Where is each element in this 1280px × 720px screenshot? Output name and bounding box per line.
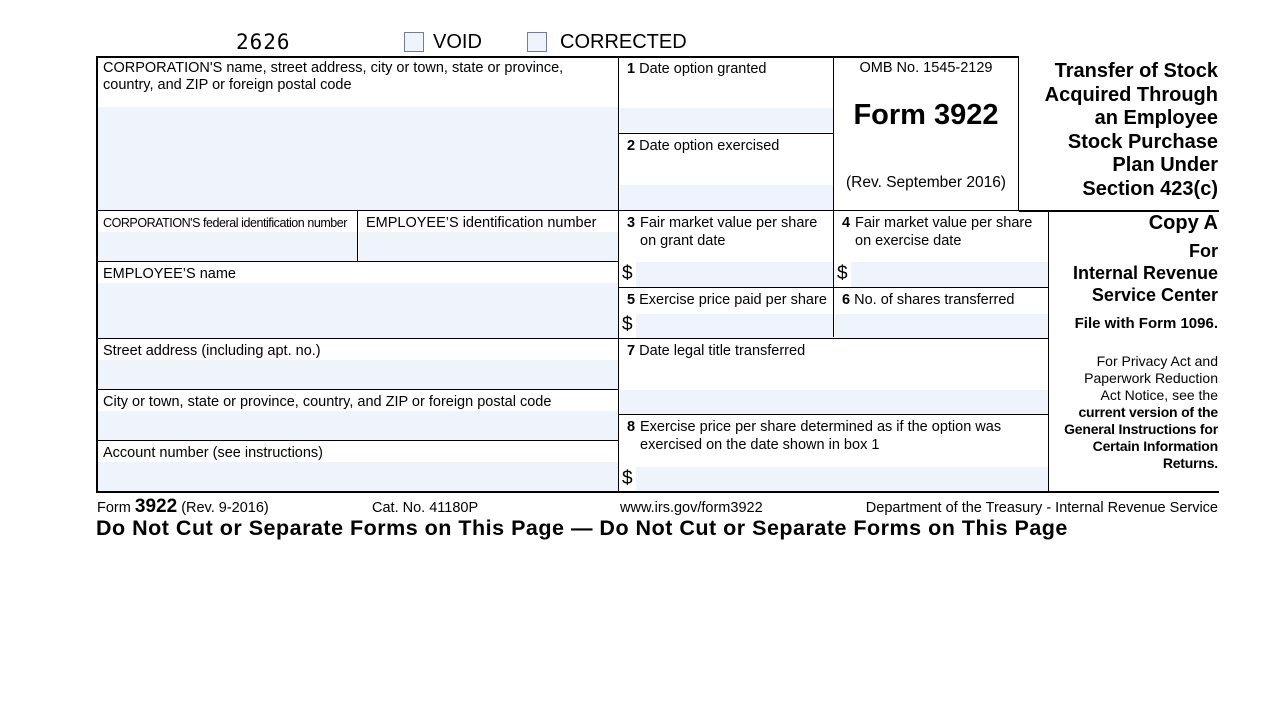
corp-name-label: CORPORATION'S name, street address, city or town, state or province, country, and ZIP or foreign postal code: [103, 60, 564, 93]
corrected-checkbox[interactable]: [527, 32, 547, 52]
box6-label: [842, 291, 1015, 309]
box7-input[interactable]: [620, 390, 1048, 414]
box5-label: [627, 291, 827, 309]
box6-number: 6: [842, 292, 851, 308]
box2-input[interactable]: [620, 185, 833, 210]
box3-number: 3: [627, 215, 636, 231]
box8-input[interactable]: [636, 467, 1048, 491]
omb-number: OMB No. 1545-2129: [859, 60, 993, 76]
box5-input[interactable]: [636, 314, 833, 338]
box4-dollar: $: [837, 263, 848, 284]
title-line: Section 423(c): [1082, 177, 1218, 200]
box7-label: [627, 342, 805, 360]
void-checkbox[interactable]: [404, 32, 424, 52]
street-label: Street address (including apt. no.): [103, 343, 321, 359]
for-line: For: [1189, 241, 1218, 261]
box8-text: Exercise price per share determined as if the option was exercised on the date shown in box 1: [640, 419, 1002, 453]
box3-text: Fair market value per share on grant date: [640, 215, 818, 249]
title-line: Stock Purchase: [1067, 130, 1218, 153]
void-label: VOID: [433, 31, 482, 53]
copy-a-label: Copy A: [1148, 212, 1218, 234]
privacy-line: For Privacy Act and: [1096, 353, 1218, 369]
privacy-line: Paperwork Reduction: [1084, 370, 1218, 386]
corp-fein-input[interactable]: [98, 232, 357, 261]
title-line: Acquired Through: [1044, 83, 1218, 106]
do-not-cut-banner: Do Not Cut or Separate Forms on This Page — Do Not Cut or Separate Forms on This Page: [96, 516, 1068, 540]
corp-fein-label: CORPORATION'S federal identification number: [103, 216, 348, 230]
account-label: Account number (see instructions): [103, 445, 324, 461]
catalog-number: Cat. No. 41180P: [372, 500, 479, 516]
footer-revision: (Rev. 9-2016): [181, 500, 269, 516]
employee-name-input[interactable]: [98, 283, 618, 338]
street-input[interactable]: [98, 360, 618, 389]
footer-form-word: Form: [97, 500, 131, 516]
box6-text: No. of shares transferred: [854, 292, 1015, 308]
privacy-line: Act Notice, see the: [1100, 387, 1218, 403]
for-line: Internal Revenue: [1072, 263, 1218, 283]
corrected-label: CORRECTED: [560, 31, 687, 53]
box5-text: Exercise price paid per share: [639, 292, 827, 308]
privacy-bold-line[interactable]: Certain Information: [1092, 438, 1218, 454]
irs-url[interactable]: www.irs.gov/form3922: [620, 500, 763, 516]
form-revision: (Rev. September 2016): [846, 174, 1006, 191]
box1-label: [627, 60, 766, 78]
box2-number: 2: [627, 138, 636, 154]
box5-number: 5: [627, 292, 636, 308]
box8-dollar: $: [622, 468, 633, 489]
box1-input[interactable]: [620, 108, 833, 132]
employee-id-label: EMPLOYEE’S identification number: [366, 215, 597, 231]
privacy-bold-line[interactable]: General Instructions for: [1064, 421, 1218, 437]
box6-input[interactable]: [835, 314, 1048, 338]
box4-text: Fair market value per share on exercise date: [855, 215, 1033, 249]
title-line: an Employee: [1094, 107, 1218, 129]
box1-text: Date option granted: [639, 61, 767, 77]
department-label: Department of the Treasury - Internal Revenue Service: [865, 500, 1218, 516]
account-input[interactable]: [98, 462, 618, 491]
copy-destination: [1073, 240, 1218, 306]
city-label: City or town, state or province, country, and ZIP or foreign postal code: [103, 394, 552, 410]
privacy-bold-line[interactable]: Returns.: [1162, 455, 1218, 471]
box3-input[interactable]: [636, 262, 833, 287]
for-line: Service Center: [1091, 285, 1218, 305]
box7-number: 7: [627, 343, 636, 359]
form-code: 2626: [236, 30, 291, 54]
box2-label: [627, 137, 779, 155]
employee-id-input[interactable]: [359, 232, 618, 261]
city-input[interactable]: [98, 411, 618, 440]
box7-text: Date legal title transferred: [639, 343, 806, 359]
corp-name-input[interactable]: [98, 107, 618, 210]
employee-name-label: EMPLOYEE’S name: [103, 266, 236, 282]
privacy-notice: [1038, 353, 1218, 472]
form-title: Form 3922: [853, 99, 999, 131]
box1-number: 1: [627, 61, 636, 77]
footer-form-id: [97, 496, 269, 518]
title-line: Plan Under: [1112, 154, 1218, 176]
form-description-title: [1045, 60, 1218, 201]
file-with-note: File with Form 1096.: [1074, 315, 1218, 332]
box3-dollar: $: [622, 263, 633, 284]
footer-form-number: 3922: [134, 496, 178, 517]
box8-number: 8: [627, 419, 636, 435]
box2-text: Date option exercised: [639, 138, 780, 154]
box5-dollar: $: [622, 314, 633, 335]
title-line: Transfer of Stock: [1054, 60, 1218, 82]
privacy-bold-line[interactable]: current version of the: [1078, 404, 1218, 420]
box4-number: 4: [842, 215, 851, 231]
box4-input[interactable]: [851, 262, 1048, 287]
